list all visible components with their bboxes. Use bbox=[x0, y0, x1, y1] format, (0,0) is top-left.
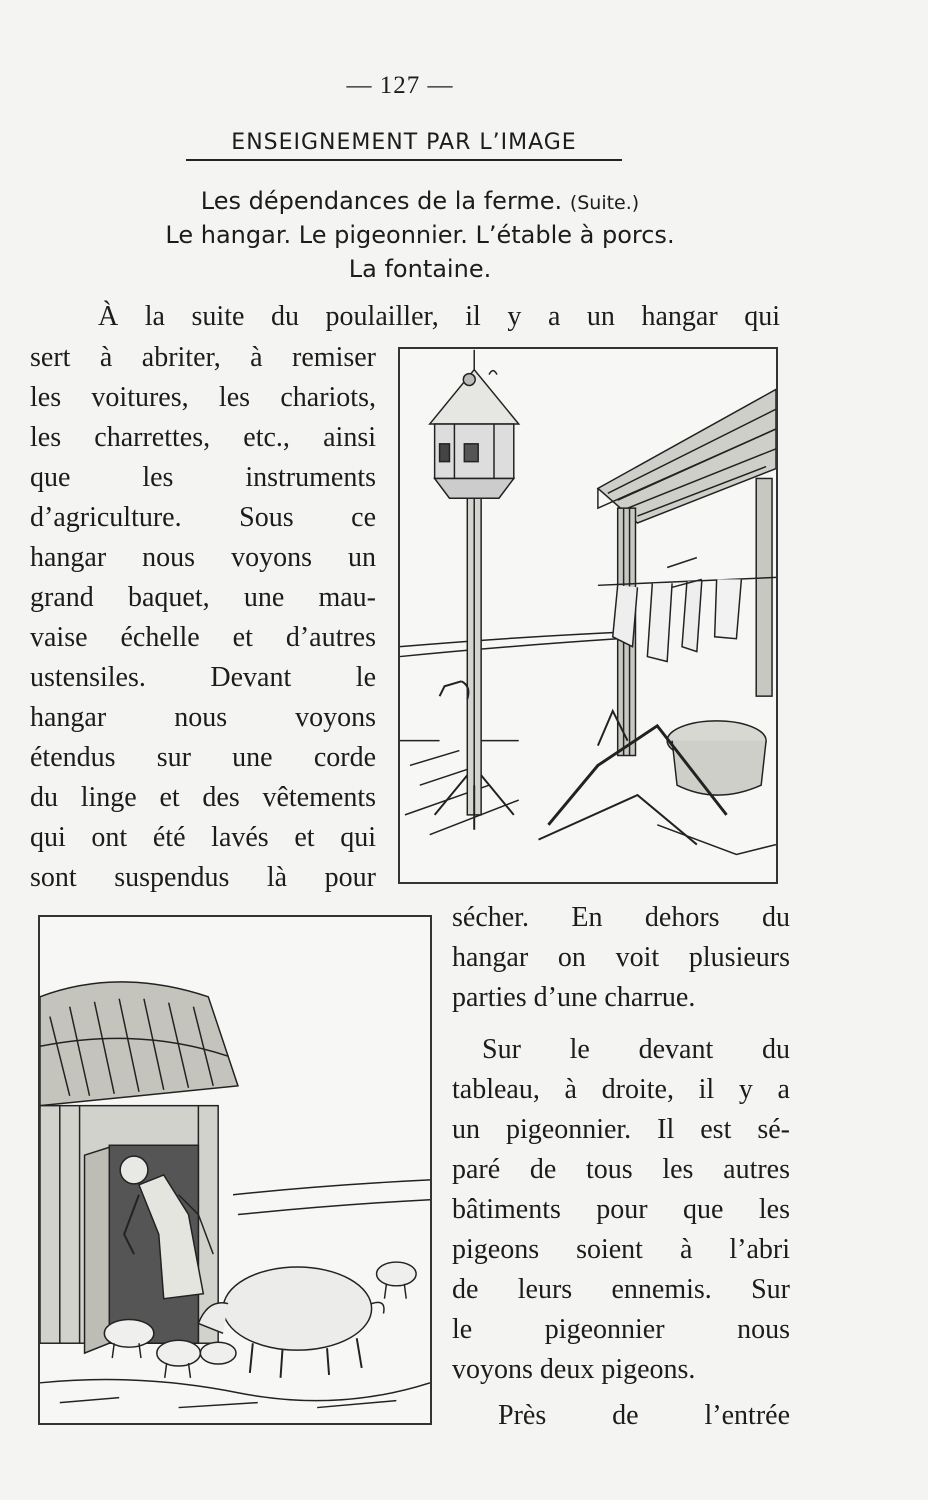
pigeonnier-hangar-illustration bbox=[398, 347, 778, 884]
body-line: un pigeonnier. Il est sé- bbox=[452, 1114, 790, 1145]
body-line: sert à abriter, à remiser bbox=[30, 342, 376, 373]
body-line: hangar nous voyons bbox=[30, 702, 376, 733]
etable-a-porcs-drawing bbox=[40, 917, 430, 1423]
lesson-heading-suite: (Suite.) bbox=[569, 192, 640, 214]
body-line: Sur le devant du bbox=[482, 1034, 790, 1065]
body-line: bâtiments pour que les bbox=[452, 1194, 790, 1225]
body-line: tableau, à droite, il y a bbox=[452, 1074, 790, 1105]
body-line: grand baquet, une mau- bbox=[30, 582, 376, 613]
lesson-heading-line-1 bbox=[40, 187, 800, 215]
body-line: du linge et des vêtements bbox=[30, 782, 376, 813]
lesson-heading-title: Les dépendances de la ferme. bbox=[200, 187, 563, 215]
body-line: pigeons soient à l’abri bbox=[452, 1234, 790, 1265]
body-line: les voitures, les chariots, bbox=[30, 382, 376, 413]
etable-a-porcs-illustration bbox=[38, 915, 432, 1425]
body-line: À la suite du poulailler, il y a un hangar qui bbox=[98, 301, 780, 332]
lesson-heading-line-2: Le hangar. Le pigeonnier. L’étable à porcs. bbox=[165, 221, 675, 249]
section-title: ENSEIGNEMENT PAR L’IMAGE bbox=[186, 130, 622, 161]
body-line: que les instruments bbox=[30, 462, 376, 493]
page-number: — 127 — bbox=[346, 72, 454, 99]
body-line: Près de l’entrée bbox=[498, 1400, 790, 1431]
body-line: ustensiles. Devant le bbox=[30, 662, 376, 693]
body-line: hangar on voit plusieurs bbox=[452, 942, 790, 973]
body-line: paré de tous les autres bbox=[452, 1154, 790, 1185]
body-line: parties d’une charrue. bbox=[452, 982, 696, 1013]
body-line: d’agriculture. Sous ce bbox=[30, 502, 376, 533]
body-line: vaise échelle et d’autres bbox=[30, 622, 376, 653]
pigeonnier-hangar-drawing bbox=[400, 349, 776, 882]
body-line: sont suspendus là pour bbox=[30, 862, 376, 893]
body-line: de leurs ennemis. Sur bbox=[452, 1274, 790, 1305]
body-line: sécher. En dehors du bbox=[452, 902, 790, 933]
body-line: étendus sur une corde bbox=[30, 742, 376, 773]
lesson-heading-line-3: La fontaine. bbox=[348, 255, 492, 283]
body-line: voyons deux pigeons. bbox=[452, 1354, 696, 1385]
body-line: qui ont été lavés et qui bbox=[30, 822, 376, 853]
body-line: les charrettes, etc., ainsi bbox=[30, 422, 376, 453]
body-line: hangar nous voyons un bbox=[30, 542, 376, 573]
body-line: le pigeonnier nous bbox=[452, 1314, 790, 1345]
